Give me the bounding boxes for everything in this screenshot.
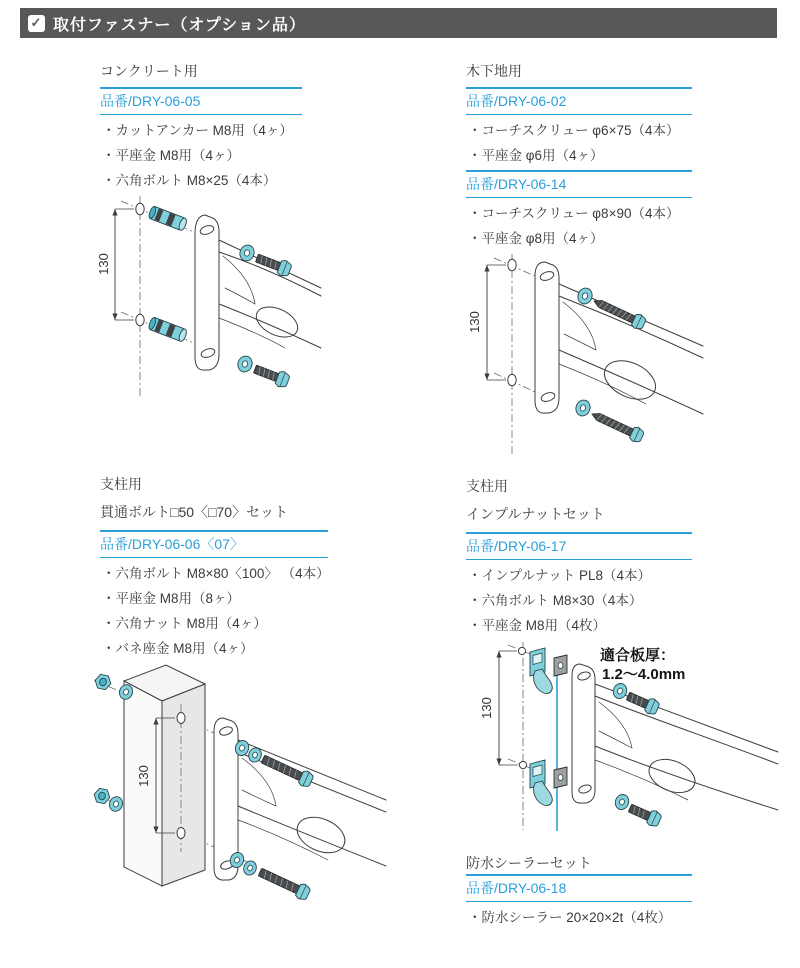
post-through-diagram [86,660,388,962]
part-number: 品番/DRY-06-05 [100,93,201,109]
spring-washer [242,859,259,877]
dimension-130 [467,265,506,380]
flat-washer [576,286,595,306]
list-item: ・コーチスクリュー φ6×75（4本） [468,123,680,138]
section-sealer [466,855,692,932]
impul-nut [530,760,552,805]
hex-nut [93,787,112,804]
mount-hole [136,203,144,215]
bracket [195,215,321,370]
bracket [535,262,703,414]
mount-hole [519,761,526,768]
dimension-label: 130 [96,253,111,275]
wood-diagram [460,250,705,462]
dimension-130 [479,651,518,765]
list-item: ・六角ナット M8用（4ヶ） [102,616,267,631]
mount-hole [136,314,144,326]
parts-list [100,558,328,663]
dimension-label: 130 [467,311,482,333]
part-number: 品番/DRY-06-06〈07〉 [100,536,244,552]
list-item: ・六角ボルト M8×30（4本） [468,593,643,608]
section-title: 支柱用 [466,478,508,494]
part-number: 品番/DRY-06-14 [466,176,567,192]
mount-hole [508,259,516,271]
checkbox-checked-icon: ✓ [28,15,45,32]
hex-bolt [254,251,293,279]
section-concrete [100,62,302,195]
list-item: ・平座金 M8用（4ヶ） [102,148,241,163]
impul-nut-diagram [460,638,780,840]
list-item: ・六角ボルト M8×25（4本） [102,173,277,188]
list-item: ・防水シーラー 20×20×2t（4枚） [468,910,672,925]
list-item: ・平座金 M8用（4枚） [468,618,607,633]
bracket [572,664,778,810]
note-line-2: 1.2〜4.0mm [602,666,686,683]
hex-bolt [625,689,661,717]
mount-hole [508,374,516,386]
concrete-diagram [95,192,323,404]
part-number: 品番/DRY-06-02 [466,93,567,109]
mount-hole [177,828,185,839]
list-item: ・バネ座金 M8用（4ヶ） [102,641,254,656]
section-header-bar [20,8,777,38]
section-post-through [100,475,328,663]
parts-list [466,198,692,253]
part-number: 品番/DRY-06-17 [466,538,567,554]
section-subtitle: 貫通ボルト□50〈□70〉セット [100,504,289,520]
mount-hole [177,713,185,724]
list-item: ・六角ボルト M8×80〈100〉 （4本） [102,566,330,581]
dimension-130 [96,209,134,320]
list-item: ・平座金 M8用（8ヶ） [102,591,241,606]
flat-washer [236,354,255,374]
flat-washer [574,398,593,418]
sealer-sheet [554,655,567,676]
hex-bolt [252,362,291,390]
hex-bolt [257,865,312,902]
dimension-label: 130 [136,765,151,787]
coach-screw [589,407,645,444]
impul-nut [530,648,552,693]
parts-list [466,115,692,170]
plate-thickness-note [600,646,685,683]
list-item: ・カットアンカー M8用（4ヶ） [102,123,293,138]
list-item: ・平座金 φ6用（4ヶ） [468,148,604,163]
page-title: 取付ファスナー（オプション品） [53,16,306,34]
section-title: 支柱用 [100,476,142,492]
hex-nut [94,673,113,690]
parts-list [466,560,692,640]
section-subtitle: インプルナットセット [466,506,605,522]
cut-anchor [148,206,188,232]
hex-bolt [627,801,663,829]
list-item: ・コーチスクリュー φ8×90（4本） [468,206,680,221]
list-item: ・平座金 φ8用（4ヶ） [468,231,604,246]
parts-list [466,902,692,932]
section-title: 防水シーラーセット [466,855,592,871]
parts-list [100,115,302,195]
sealer-sheet [554,767,567,788]
mount-hole [518,647,525,654]
section-title: コンクリート用 [100,63,198,79]
hex-bolt [260,752,315,789]
flat-washer [613,793,631,812]
list-item: ・インプルナット PL8（4本） [468,568,651,583]
section-title: 木下地用 [466,63,522,79]
section-post-impul [466,477,692,640]
section-wood [466,62,692,253]
cut-anchor [148,317,188,343]
dimension-label: 130 [479,697,494,719]
flat-washer [611,682,629,701]
note-line-1: 適合板厚： [600,647,676,664]
part-number: 品番/DRY-06-18 [466,880,567,896]
